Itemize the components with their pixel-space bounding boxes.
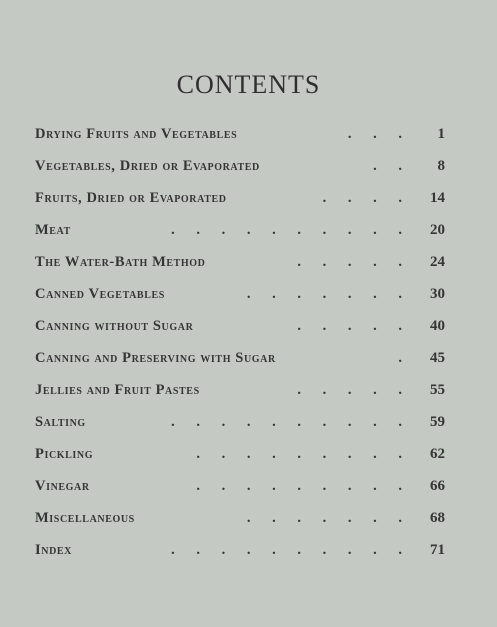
toc-entry-title: Jellies and Fruit Pastes [35,382,200,398]
toc-entry-title: Salting [35,414,86,430]
toc-entry-title: Drying Fruits and Vegetables [35,126,238,142]
toc-dot-leader: . . . . [322,190,411,206]
toc-entry-title: Canned Vegetables [35,286,165,302]
toc-page-number: 30 [430,286,445,302]
toc-entry-title: Vegetables, Dried or Evaporated [35,158,260,174]
toc-dot-leader: . . . . . . . . . . [171,222,411,238]
toc-entry [35,444,445,476]
toc-entry [35,348,445,380]
toc-dot-leader: . [398,350,411,366]
toc-page-number: 71 [430,542,445,558]
toc-dot-leader: . . [373,158,411,174]
toc-entry [35,316,445,348]
toc-entry [35,284,445,316]
toc-page-number: 59 [430,414,445,430]
toc-dot-leader: . . . . . . . . . . [171,542,411,558]
toc-entry [35,540,445,572]
toc-entry-title: The Water-Bath Method [35,254,206,270]
toc-page-number: 68 [430,510,445,526]
toc-entry [35,124,445,156]
table-of-contents [35,124,445,572]
toc-dot-leader: . . . . . [297,382,411,398]
toc-dot-leader: . . . . . . . [246,510,411,526]
toc-dot-leader: . . . . . . . [246,286,411,302]
toc-entry [35,188,445,220]
toc-entry-title: Fruits, Dried or Evaporated [35,190,227,206]
toc-page-number: 45 [430,350,445,366]
toc-entry-title: Pickling [35,446,94,462]
toc-dot-leader: . . . [347,126,411,142]
toc-entry [35,508,445,540]
toc-dot-leader: . . . . . . . . . [196,446,411,462]
toc-entry [35,412,445,444]
toc-entry [35,476,445,508]
toc-page-number: 66 [430,478,445,494]
toc-page-number: 20 [430,222,445,238]
toc-page-number: 14 [430,190,445,206]
toc-page-number: 55 [430,382,445,398]
toc-dot-leader: . . . . . [297,254,411,270]
toc-dot-leader: . . . . . . . . . . [171,414,411,430]
toc-page-number: 62 [430,446,445,462]
toc-page-number: 1 [437,126,445,142]
toc-entry [35,252,445,284]
toc-entry-title: Canning without Sugar [35,318,194,334]
toc-page-number: 40 [430,318,445,334]
toc-entry [35,380,445,412]
toc-page-number: 24 [430,254,445,270]
toc-entry-title: Miscellaneous [35,510,135,526]
toc-entry-title: Meat [35,222,71,238]
toc-page-number: 8 [437,158,445,174]
toc-dot-leader: . . . . . . . . . [196,478,411,494]
toc-entry-title: Canning and Preserving with Sugar [35,350,276,366]
toc-entry-title: Vinegar [35,478,90,494]
toc-dot-leader: . . . . . [297,318,411,334]
toc-entry [35,156,445,188]
page-title: CONTENTS [176,70,321,99]
toc-entry-title: Index [35,542,72,558]
toc-entry [35,220,445,252]
